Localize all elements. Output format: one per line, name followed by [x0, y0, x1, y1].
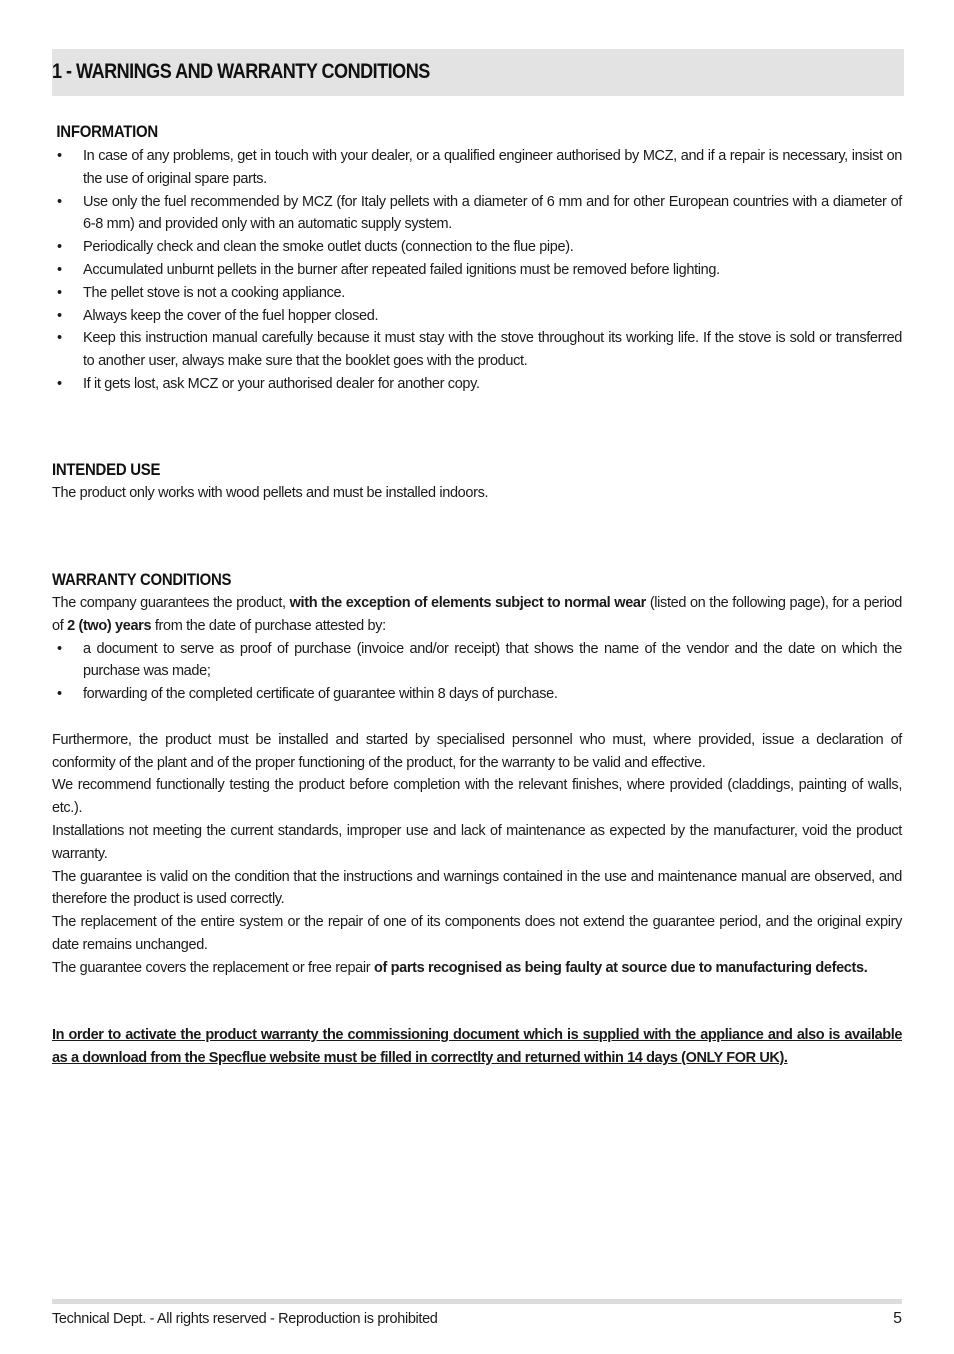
intended-use-section: [52, 458, 902, 505]
warranty-paragraph: The replacement of the entire system or the repair of one of its components does not extend the guarantee period, and the original expiry date remains unchanged.: [52, 914, 902, 953]
bullet-icon: •: [57, 239, 62, 256]
list-item: • Always keep the cover of the fuel hopper closed.: [52, 305, 902, 328]
list-item: • Use only the fuel recommended by MCZ (for Italy pellets with a diameter of 6 mm and for other European countries with a diameter of 6-8 mm) and provided only with an automatic supply system.: [52, 191, 902, 237]
list-item: • Accumulated unburnt pellets in the burner after repeated failed ignitions must be removed before lighting.: [52, 259, 902, 282]
page-title: 1 - WARNINGS AND WARRANTY CONDITIONS: [52, 60, 430, 83]
bullet-icon: •: [57, 307, 62, 324]
warranty-paragraph: Furthermore, the product must be installed and started by specialised personnel who must, where provided, issue a declaration of conformity of the plant and of the proper functioning of the product, for the warranty to be valid and effective.: [52, 731, 902, 771]
warranty-paragraph: The guarantee is valid on the condition that the instructions and warnings contained in the use and maintenance manual are observed, and therefore the product is used correctly.: [52, 868, 902, 908]
footer-divider: [52, 1299, 902, 1304]
information-list: [52, 145, 902, 396]
bullet-icon: •: [57, 261, 62, 278]
list-item: • a document to serve as proof of purchase (invoice and/or receipt) that shows the name of the vendor and the date on which the purchase was made;: [52, 638, 902, 684]
page-number: 5: [893, 1310, 902, 1327]
bullet-icon: •: [57, 375, 62, 392]
warranty-paragraph: Installations not meeting the current standards, improper use and lack of maintenance as expected by the manufacturer, void the product warranty.: [52, 822, 902, 862]
warranty-paragraph: We recommend functionally testing the product before completion with the relevant finishes, where provided (claddings, painting of walls, etc.).: [52, 777, 902, 817]
information-section: [52, 120, 902, 396]
list-item: • The pellet stove is not a cooking appliance.: [52, 282, 902, 305]
warranty-section: [52, 568, 902, 980]
warranty-intro: The company guarantees the product, with the exception of elements subject to normal wear (listed on the following page), for a period of 2 (two) years from the date of purchase attested by:: [52, 595, 902, 634]
bullet-icon: •: [57, 284, 62, 301]
list-item: • In case of any problems, get in touch with your dealer, or a qualified engineer authorised by MCZ, and if a repair is necessary, insist on the use of original spare parts.: [52, 145, 902, 191]
list-item: • If it gets lost, ask MCZ or your authorised dealer for another copy.: [52, 373, 902, 396]
uk-notice: In order to activate the product warranty the commissioning document which is supplied with the appliance and also is available as a download from the Specflue website must be filled in correctlty and returned within 14 days (ONLY FOR UK).: [52, 1027, 902, 1066]
list-item: • Periodically check and clean the smoke outlet ducts (connection to the flue pipe).: [52, 236, 902, 259]
footer-text: Technical Dept. - All rights reserved - Reproduction is prohibited: [52, 1311, 438, 1327]
intended-use-heading: INTENDED USE: [52, 460, 161, 479]
list-item: • forwarding of the completed certificate of guarantee within 8 days of purchase.: [52, 683, 902, 706]
list-item: • Keep this instruction manual carefully because it must stay with the stove throughout its working life. If the stove is sold or transferred to another user, always make sure that the booklet goes with the product.: [52, 327, 902, 373]
bullet-icon: •: [57, 686, 62, 703]
bullet-icon: •: [57, 640, 62, 657]
intended-use-text: The product only works with wood pellets and must be installed indoors.: [52, 485, 489, 501]
uk-notice-section: [52, 1024, 902, 1070]
bullet-icon: •: [57, 193, 62, 210]
information-heading: INFORMATION: [56, 122, 158, 141]
warranty-list: [52, 638, 902, 706]
warranty-heading: WARRANTY CONDITIONS: [52, 570, 232, 589]
warranty-covers: The guarantee covers the replacement or free repair of parts recognised as being faulty at source due to manufacturing defects.: [52, 959, 868, 976]
bullet-icon: •: [57, 330, 62, 347]
title-bar: [52, 49, 904, 96]
bullet-icon: •: [57, 148, 62, 164]
